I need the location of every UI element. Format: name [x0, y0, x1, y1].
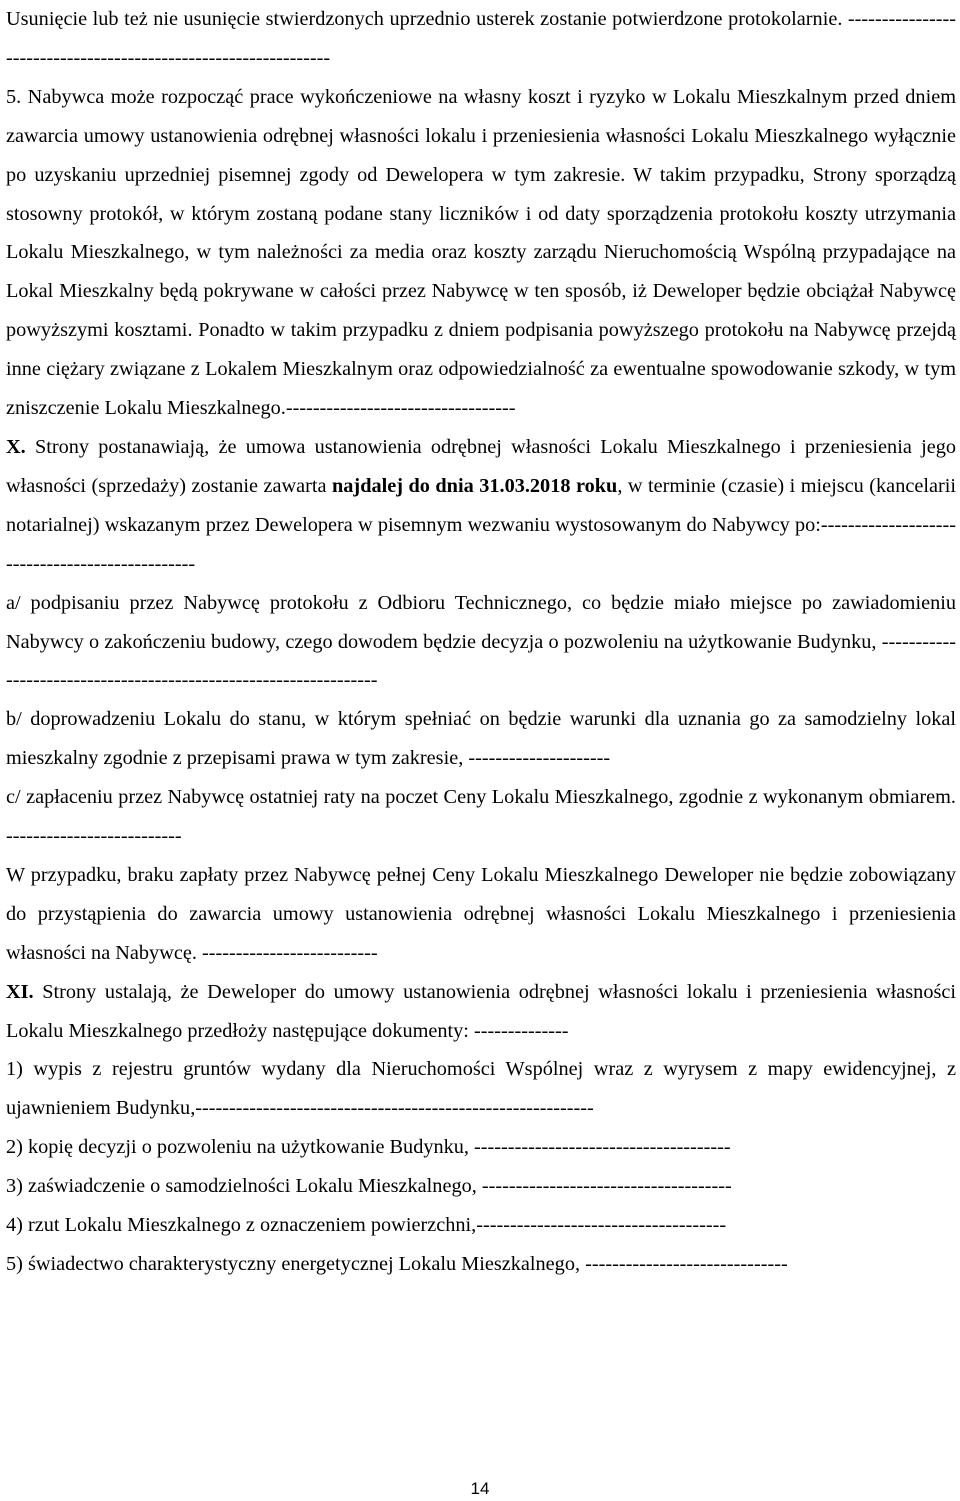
section-heading-x: X. — [6, 435, 26, 458]
list-item-3: 3) zaświadczenie o samodzielności Lokalu Mieszkalnego, ------------------------------------- — [6, 1175, 732, 1198]
list-item-5: 5) świadectwo charakterystyczny energetycznej Lokalu Mieszkalnego, ------------------------------ — [6, 1253, 788, 1275]
list-item-c: c/ zapłaceniu przez Nabywcę ostatniej raty na poczet Ceny Lokalu Mieszkalnego, zgodnie z wykonanym obmiarem. -------------------------- — [6, 786, 956, 848]
section-x-intro — [6, 428, 956, 584]
paragraph-point-5 — [6, 78, 956, 428]
section-xi-intro — [6, 973, 956, 1051]
paragraph-defects-confirmation — [6, 0, 956, 78]
list-item-1: 1) wypis z rejestru gruntów wydany dla Nieruchomości Wspólnej wraz z wyrysem z mapy ewidencyjnej, z ujawnieniem Budynku,----------------------------------------------------------- — [6, 1058, 956, 1120]
page-number: 14 — [470, 1479, 490, 1498]
deadline-date: najdalej do dnia 31.03.2018 roku — [332, 474, 618, 497]
paragraph-text: Usunięcie lub też nie usunięcie stwierdzonych uprzednio usterek zostanie potwierdzone protokolarnie. ---------------------------------------------------------------- — [6, 8, 956, 69]
document-page — [6, 0, 956, 1284]
list-item-4: 4) rzut Lokalu Mieszkalnego z oznaczeniem powierzchni,------------------------------------- — [6, 1214, 727, 1237]
paragraph-marker: 5. — [6, 85, 22, 108]
list-item-a: a/ podpisaniu przez Nabywcę protokołu z Odbioru Technicznego, co będzie miało miejsce po zawiadomieniu Nabywcy o zakończeniu budowy, czego dowodem będzie decyzja o pozwoleniu na użytkowanie Budynku, ------------------------------------------------------------------ — [6, 591, 956, 692]
section-heading-xi: XI. — [6, 980, 34, 1003]
paragraph-text: , w terminie (czasie) i miejscu (kancelarii notarialnej) wskazanym przez Dewelopera w pisemnym wezwaniu wystosowanym do Nabywcy po:------------------------------------------------ — [6, 474, 956, 575]
section-x-closing: W przypadku, braku zapłaty przez Nabywcę pełnej Ceny Lokalu Mieszkalnego Deweloper nie będzie zobowiązany do przystąpienia do zawarcia umowy ustanowienia odrębnej własności Lokalu Mieszkalnego i przeniesienia własności na Nabywcę. -------------------------- — [6, 863, 956, 964]
paragraph-text: Strony ustalają, że Deweloper do umowy ustanowienia odrębnej własności lokalu i przeniesienia własności Lokalu Mieszkalnego przedłoży następujące dokumenty: -------------- — [6, 980, 956, 1042]
list-item-2: 2) kopię decyzji o pozwoleniu na użytkowanie Budynku, -------------------------------------- — [6, 1136, 731, 1159]
list-item-b: b/ doprowadzeniu Lokalu do stanu, w którym spełniać on będzie warunki dla uznania go za samodzielny lokal mieszkalny zgodnie z przepisami prawa w tym zakresie, --------------------- — [6, 708, 956, 770]
paragraph-text: Nabywca może rozpocząć prace wykończeniowe na własny koszt i ryzyko w Lokalu Mieszkalnym przed dniem zawarcia umowy ustanowienia odrębnej własności lokalu i przeniesienia własności Lokalu Mieszkalnego wyłącznie po uzyskaniu uprzedniej pisemnej zgody od Dewelopera w tym zakresie. W takim przypadku, Strony sporządzą stosowny protokół, w którym zostaną podane stany liczników i od daty sporządzenia protokołu koszty utrzymania Lokalu Mieszkalnego, w tym należności za media oraz koszty zarządu Nieruchomością Wspólną przypadające na Lokal Mieszkalny będą pokrywane w całości przez Nabywcę w ten sposób, iż Deweloper będzie obciążał Nabywcę powyższymi kosztami. Ponadto w takim przypadku z dniem podpisania powyższego protokołu na Nabywcę przejdą inne ciężary związane z Lokalem Mieszkalnym oraz odpowiedzialność za ewentualne spowodowanie szkody, w tym zniszczenie Lokalu Mieszkalnego.---------------------------------- — [6, 85, 956, 420]
paragraph-text: Strony postanawiają, że umowa ustanowienia odrębnej własności Lokalu Mieszkalnego i przeniesienia jego własności (sprzedaży) zostanie zawarta — [6, 435, 956, 497]
